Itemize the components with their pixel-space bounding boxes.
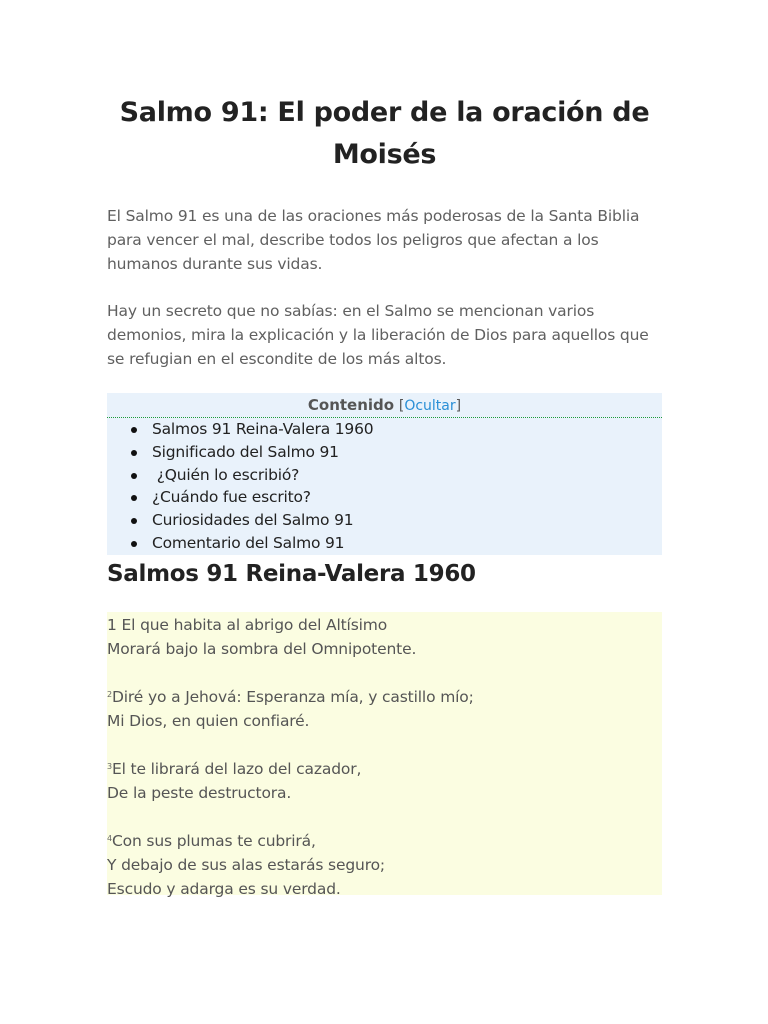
toc-item-label: Comentario del Salmo 91 <box>152 533 345 552</box>
section-heading: Salmos 91 Reina-Valera 1960 <box>107 561 476 587</box>
verse <box>107 683 662 733</box>
verse-line <box>107 683 662 709</box>
toc-list <box>107 418 662 555</box>
bullet-icon <box>131 427 137 433</box>
toc-header <box>107 393 662 418</box>
toc-item-label: Salmos 91 Reina-Valera 1960 <box>152 420 374 438</box>
toc-item[interactable] <box>131 441 662 464</box>
bullet-icon <box>131 450 137 456</box>
bullet-icon <box>131 518 137 524</box>
psalm-verses-box <box>107 612 662 898</box>
verse-text: Diré yo a Jehová: Esperanza mía, y castillo mío; <box>111 688 474 706</box>
secret-paragraph: Hay un secreto que no sabías: en el Salmo se mencionan varios demonios, mira la explicación y la liberación de Dios para aquellos que se refugian en el escondite de los más altos. <box>107 302 649 368</box>
verse-line: Escudo y adarga es su verdad. <box>107 880 341 898</box>
page-title: Salmo 91: El poder de la oración de Moisés <box>119 97 650 170</box>
verse-text: El te librará del lazo del cazador, <box>111 760 362 778</box>
verse-line: Morará bajo la sombra del Omnipotente. <box>107 640 417 658</box>
intro-paragraph: El Salmo 91 es una de las oraciones más poderosas de la Santa Biblia para vencer el mal, describe todos los peligros que afectan a los humanos durante sus vidas. <box>107 207 640 273</box>
verse-number: 2 <box>107 690 112 699</box>
bullet-icon <box>131 495 137 501</box>
toc-item-label: Significado del Salmo 91 <box>152 442 339 461</box>
toc-bracket-open: [ <box>398 398 405 414</box>
toc-item[interactable] <box>131 486 662 509</box>
verse-line <box>107 755 662 781</box>
verse <box>107 613 662 661</box>
verse-number: 3 <box>107 762 112 771</box>
toc-item[interactable] <box>131 418 662 441</box>
toc-item-label: Curiosidades del Salmo 91 <box>152 511 354 530</box>
toc-item[interactable] <box>131 509 662 532</box>
verse-number: 4 <box>107 834 112 843</box>
toc-item[interactable] <box>131 464 662 487</box>
toc-item-label: ¿Quién lo escribió? <box>152 465 300 484</box>
article <box>107 92 662 898</box>
verse-line <box>107 827 662 853</box>
verse-line: 1 El que habita al abrigo del Altísimo <box>107 616 388 634</box>
toc-title: Contenido <box>307 396 395 414</box>
verse-line: Mi Dios, en quien confiaré. <box>107 712 310 730</box>
bullet-icon <box>131 541 137 547</box>
bullet-icon <box>131 473 137 479</box>
toc-item-label: ¿Cuándo fue escrito? <box>152 488 311 507</box>
toc-bracket-close: ] <box>455 398 462 414</box>
toc-hide-link[interactable]: Ocultar <box>404 398 456 414</box>
verse-line: De la peste destructora. <box>107 784 292 802</box>
verse-line: Y debajo de sus alas estarás seguro; <box>107 856 386 874</box>
toc-item[interactable] <box>131 532 662 555</box>
verse <box>107 755 662 805</box>
table-of-contents <box>107 393 662 555</box>
verse-text: Con sus plumas te cubrirá, <box>111 832 316 850</box>
verse <box>107 827 662 901</box>
